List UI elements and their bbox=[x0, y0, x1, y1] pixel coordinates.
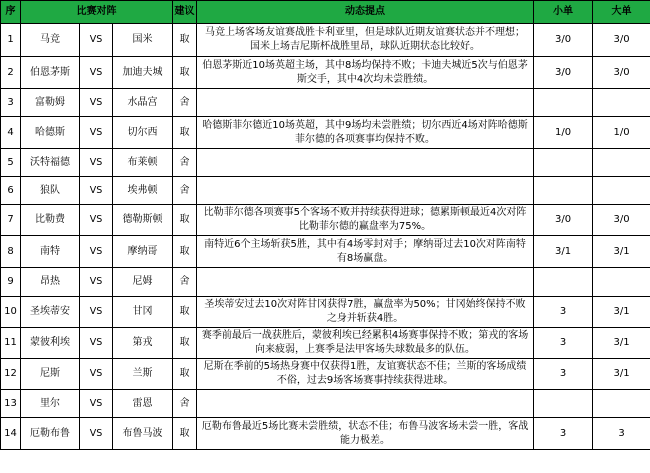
row-advice: 舍 bbox=[173, 177, 197, 205]
row-advice: 取 bbox=[173, 359, 197, 390]
row-advice: 取 bbox=[173, 24, 197, 57]
row-seq: 1 bbox=[1, 24, 21, 57]
row-seq: 12 bbox=[1, 359, 21, 390]
row-under: 3 bbox=[534, 418, 593, 450]
row-seq: 4 bbox=[1, 117, 21, 149]
row-vs: VS bbox=[80, 149, 113, 177]
row-over: 3 bbox=[593, 418, 650, 450]
row-vs: VS bbox=[80, 359, 113, 390]
row-away-team: 国米 bbox=[113, 24, 173, 57]
row-news: 厄勒布鲁最近5场比赛未尝胜绩，状态不佳；布鲁马波客场未尝一胜，客战能力极差。 bbox=[197, 418, 534, 450]
row-under: 3/0 bbox=[534, 205, 593, 236]
table-row bbox=[1, 89, 650, 117]
row-advice: 取 bbox=[173, 57, 197, 89]
row-away-team: 尼姆 bbox=[113, 268, 173, 297]
row-seq: 11 bbox=[1, 328, 21, 359]
row-over: 3/1 bbox=[593, 328, 650, 359]
row-under: 3 bbox=[534, 328, 593, 359]
row-away-team: 甘冈 bbox=[113, 297, 173, 328]
row-vs: VS bbox=[80, 236, 113, 268]
row-under: 1/0 bbox=[534, 117, 593, 149]
header-under: 小单 bbox=[534, 1, 593, 24]
header-row bbox=[1, 1, 650, 24]
row-seq: 8 bbox=[1, 236, 21, 268]
row-vs: VS bbox=[80, 390, 113, 418]
row-over: 3/1 bbox=[593, 236, 650, 268]
row-over bbox=[593, 177, 650, 205]
row-home-team: 伯恩茅斯 bbox=[21, 57, 80, 89]
row-news bbox=[197, 390, 534, 418]
row-advice: 取 bbox=[173, 117, 197, 149]
row-home-team: 厄勒布鲁 bbox=[21, 418, 80, 450]
row-news: 伯恩茅斯近10场英超主场，其中8场均保持不败；卡迪夫城近5次与伯恩茅斯交手，其中4次均未尝胜绩。 bbox=[197, 57, 534, 89]
row-away-team: 切尔西 bbox=[113, 117, 173, 149]
table-row bbox=[1, 117, 650, 149]
row-advice: 取 bbox=[173, 236, 197, 268]
row-vs: VS bbox=[80, 57, 113, 89]
row-home-team: 马竞 bbox=[21, 24, 80, 57]
row-seq: 5 bbox=[1, 149, 21, 177]
table-row bbox=[1, 390, 650, 418]
row-advice: 舍 bbox=[173, 89, 197, 117]
row-seq: 6 bbox=[1, 177, 21, 205]
row-home-team: 比勒费 bbox=[21, 205, 80, 236]
row-news: 马竞上场客场友谊赛战胜卡利亚里，但是球队近期友谊赛状态并不理想；国米上场吉尼斯杯战胜里昂，球队近期状态比较好。 bbox=[197, 24, 534, 57]
row-news: 圣埃蒂安过去10次对阵甘冈获得7胜，赢盘率为50%；甘冈始终保持不败之身并斩获4胜。 bbox=[197, 297, 534, 328]
row-home-team: 富勒姆 bbox=[21, 89, 80, 117]
header-over: 大单 bbox=[593, 1, 650, 24]
row-over: 3/0 bbox=[593, 24, 650, 57]
row-news: 哈德斯菲尔德近10场英超，其中9场均未尝胜绩；切尔西近4场对阵哈德斯菲尔德的各项赛事均保持不败。 bbox=[197, 117, 534, 149]
row-seq: 2 bbox=[1, 57, 21, 89]
row-advice: 取 bbox=[173, 418, 197, 450]
row-news bbox=[197, 149, 534, 177]
row-seq: 14 bbox=[1, 418, 21, 450]
row-away-team: 摩纳哥 bbox=[113, 236, 173, 268]
row-seq: 7 bbox=[1, 205, 21, 236]
row-advice: 舍 bbox=[173, 390, 197, 418]
row-vs: VS bbox=[80, 117, 113, 149]
row-advice: 舍 bbox=[173, 149, 197, 177]
row-seq: 3 bbox=[1, 89, 21, 117]
row-vs: VS bbox=[80, 328, 113, 359]
table-row bbox=[1, 297, 650, 328]
row-home-team: 昂热 bbox=[21, 268, 80, 297]
row-away-team: 布莱顿 bbox=[113, 149, 173, 177]
row-news: 赛季前最后一战获胜后，蒙彼利埃已经累积4场赛事保持不败；第戎的客场向来疲弱，上赛季是法甲客场失球数最多的队伍。 bbox=[197, 328, 534, 359]
row-over: 3/0 bbox=[593, 205, 650, 236]
header-advice: 建议 bbox=[173, 1, 197, 24]
row-vs: VS bbox=[80, 418, 113, 450]
row-under bbox=[534, 177, 593, 205]
header-news: 动态提点 bbox=[197, 1, 534, 24]
row-news: 南特近6个主场斩获5胜，其中有4场零封对手；摩纳哥过去10次对阵南特有8场赢盘。 bbox=[197, 236, 534, 268]
row-over bbox=[593, 268, 650, 297]
row-home-team: 尼斯 bbox=[21, 359, 80, 390]
row-home-team: 南特 bbox=[21, 236, 80, 268]
row-under: 3/0 bbox=[534, 24, 593, 57]
row-news bbox=[197, 177, 534, 205]
table-row bbox=[1, 268, 650, 297]
row-news: 比勒菲尔德各项赛事5个客场不败并持续获得进球；德累斯顿最近4次对阵比勒菲尔德的赢盘率为75%。 bbox=[197, 205, 534, 236]
row-vs: VS bbox=[80, 205, 113, 236]
row-advice: 取 bbox=[173, 328, 197, 359]
table-row bbox=[1, 359, 650, 390]
row-vs: VS bbox=[80, 24, 113, 57]
row-over bbox=[593, 89, 650, 117]
row-under bbox=[534, 89, 593, 117]
row-under bbox=[534, 390, 593, 418]
row-home-team: 狼队 bbox=[21, 177, 80, 205]
table-row bbox=[1, 328, 650, 359]
row-advice: 取 bbox=[173, 297, 197, 328]
row-over: 3/1 bbox=[593, 297, 650, 328]
row-home-team: 里尔 bbox=[21, 390, 80, 418]
row-vs: VS bbox=[80, 177, 113, 205]
header-seq: 序 bbox=[1, 1, 21, 24]
row-under: 3/1 bbox=[534, 236, 593, 268]
table-row bbox=[1, 57, 650, 89]
row-home-team: 蒙彼利埃 bbox=[21, 328, 80, 359]
row-over bbox=[593, 390, 650, 418]
row-under: 3 bbox=[534, 359, 593, 390]
table-row bbox=[1, 177, 650, 205]
row-away-team: 水晶宫 bbox=[113, 89, 173, 117]
table-body bbox=[1, 24, 650, 450]
row-home-team: 哈德斯 bbox=[21, 117, 80, 149]
row-over: 3/0 bbox=[593, 57, 650, 89]
row-seq: 10 bbox=[1, 297, 21, 328]
row-vs: VS bbox=[80, 89, 113, 117]
row-advice: 取 bbox=[173, 205, 197, 236]
row-away-team: 埃弗顿 bbox=[113, 177, 173, 205]
row-seq: 9 bbox=[1, 268, 21, 297]
row-vs: VS bbox=[80, 297, 113, 328]
row-under: 3 bbox=[534, 297, 593, 328]
row-over: 1/0 bbox=[593, 117, 650, 149]
row-news: 尼斯在季前的5场热身赛中仅获得1胜，友谊赛状态不佳；兰斯的客场成绩不俗，过去9场客场赛事持续获得进球。 bbox=[197, 359, 534, 390]
row-news bbox=[197, 89, 534, 117]
table-row bbox=[1, 205, 650, 236]
row-seq: 13 bbox=[1, 390, 21, 418]
row-away-team: 德勒斯顿 bbox=[113, 205, 173, 236]
row-away-team: 加迪夫城 bbox=[113, 57, 173, 89]
row-under: 3/0 bbox=[534, 57, 593, 89]
row-over bbox=[593, 149, 650, 177]
table-row bbox=[1, 24, 650, 57]
row-advice: 舍 bbox=[173, 268, 197, 297]
table-row bbox=[1, 418, 650, 450]
row-under bbox=[534, 149, 593, 177]
row-news bbox=[197, 268, 534, 297]
row-away-team: 兰斯 bbox=[113, 359, 173, 390]
row-away-team: 布鲁马波 bbox=[113, 418, 173, 450]
row-home-team: 圣埃蒂安 bbox=[21, 297, 80, 328]
row-under bbox=[534, 268, 593, 297]
row-away-team: 第戎 bbox=[113, 328, 173, 359]
row-home-team: 沃特福德 bbox=[21, 149, 80, 177]
header-match: 比赛对阵 bbox=[21, 1, 173, 24]
table-row bbox=[1, 236, 650, 268]
table-row bbox=[1, 149, 650, 177]
row-away-team: 雷恩 bbox=[113, 390, 173, 418]
row-vs: VS bbox=[80, 268, 113, 297]
row-over: 3/1 bbox=[593, 359, 650, 390]
